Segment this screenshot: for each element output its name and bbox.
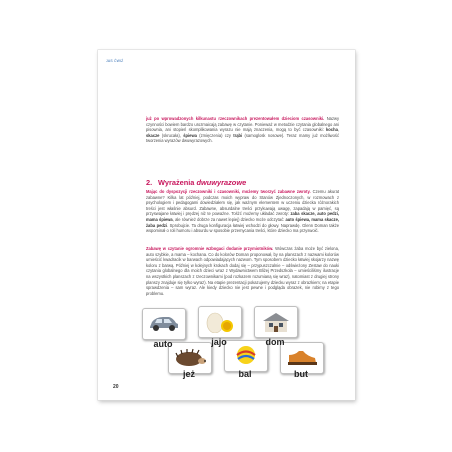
shoe-icon <box>285 347 319 367</box>
car-icon <box>147 313 181 333</box>
card-car <box>142 308 186 340</box>
house-icon <box>259 311 293 333</box>
paragraph-absurd-phrases: Mając do dyspozycji rzeczowniki i czasowniki, możemy tworzyć zabawne zwroty. Czemu akurat zabawne? Kilka lat później, podczas moich wypraw do Stanów Zjednoczonych, w rozmowach z psychologiem i pedagogami dowiedziałem się, jak ważnym elementem w uczeniu dziecka różnorakich treści jest właśnie absurd. Zabawne, absurdalne treści przykuwają uwagę, zapadają w pamięć, są przyswajane łatwiej i prędzej niż te poważne. Tośżć możemy układać zwroty: zaba skacze, auto pedzi, mama śpiewa, ale również dobrze za nawet lepiej) dziecko może odczytać: auto śpiewa, mama skacze, żaba pedzi. Sprobujcie. Ta druga konfiguracja łatwiej wchodzi do głowy. Naprawdę. Glenn Doman także wspominał o roli humoru i absurdu w sposobie przemycania treści, które dziecko ma przyswoić. <box>146 189 340 234</box>
word-label: auto <box>153 339 173 349</box>
paragraph-adjectives: Zabawę w czytanie ogromnie wzbogaci dodanie przymiotników. Wówczas żaba może być zielona, auto szybkie, a mama – kochana. Co do kolorów Doman proponował, by na planszach z nazwami kolorów umieścić kwadracik w barwach odpowiadających nazwom. Tym sposobem dziecko łatwiej skojarzy nazwę koloru z barwą. Później w kolejnych krokach dodaj się – przypuszczalnie – odświeżony Zestaw do nauki czytania globalnego dla moich dzieci wraz z Wydawnictwem Bliżej Przedszkola – umieściliśmy ilustracje na wszystkich planszach z rzeczownikami (pod rozkazem rozumianą się wraz), natomiast z drugiej strony planszy znajduje się tylko wyraz). Na etapie prezentacji pokazujemy dziecku wyraz z obrazkiem; na etapie sprawdzenia – sam wyraz. Ale kiedy dziecko nie jest pewne i podgląda obrazek, nie robimy z tego problemu. <box>146 246 340 296</box>
book-page <box>98 50 355 400</box>
card-house <box>254 306 298 338</box>
card-egg <box>198 306 242 338</box>
hedgehog-icon <box>173 347 207 367</box>
word-label: bal <box>238 369 252 379</box>
word-label: jeż <box>182 369 195 379</box>
page-number: 20 <box>113 384 119 390</box>
egg-icon <box>203 311 237 333</box>
word-label: jajo <box>211 337 227 347</box>
section-heading: 2. Wyrażenia dwuwyrazowe <box>146 178 247 187</box>
running-head: JAS ĆWIŻ <box>106 59 124 63</box>
word-card-figure <box>128 306 328 378</box>
word-label: dom <box>265 337 285 347</box>
intro-paragraph: już po wprowadzonych kilkunastu rzeczownikach prezentowałem dzieciom czasowniki. Nazwy czynności bowiem bardzo urozmaicają zabawę w czytanie. Ponieważ w metodzie czytania globalnego ani pisownia, ani stopień skomplikowania wyrazu nie mają znaczenia, mogą to być czasowniki: kocha, skacze (skrucała), śpiewa (zmięczenia) czy trąbi (samoglosk nosowe). Teraz mamy już możliwość tworzenia wyrazów dwuwyrazowych. <box>146 116 339 144</box>
ball-icon <box>229 345 263 365</box>
word-label: but <box>294 369 308 379</box>
